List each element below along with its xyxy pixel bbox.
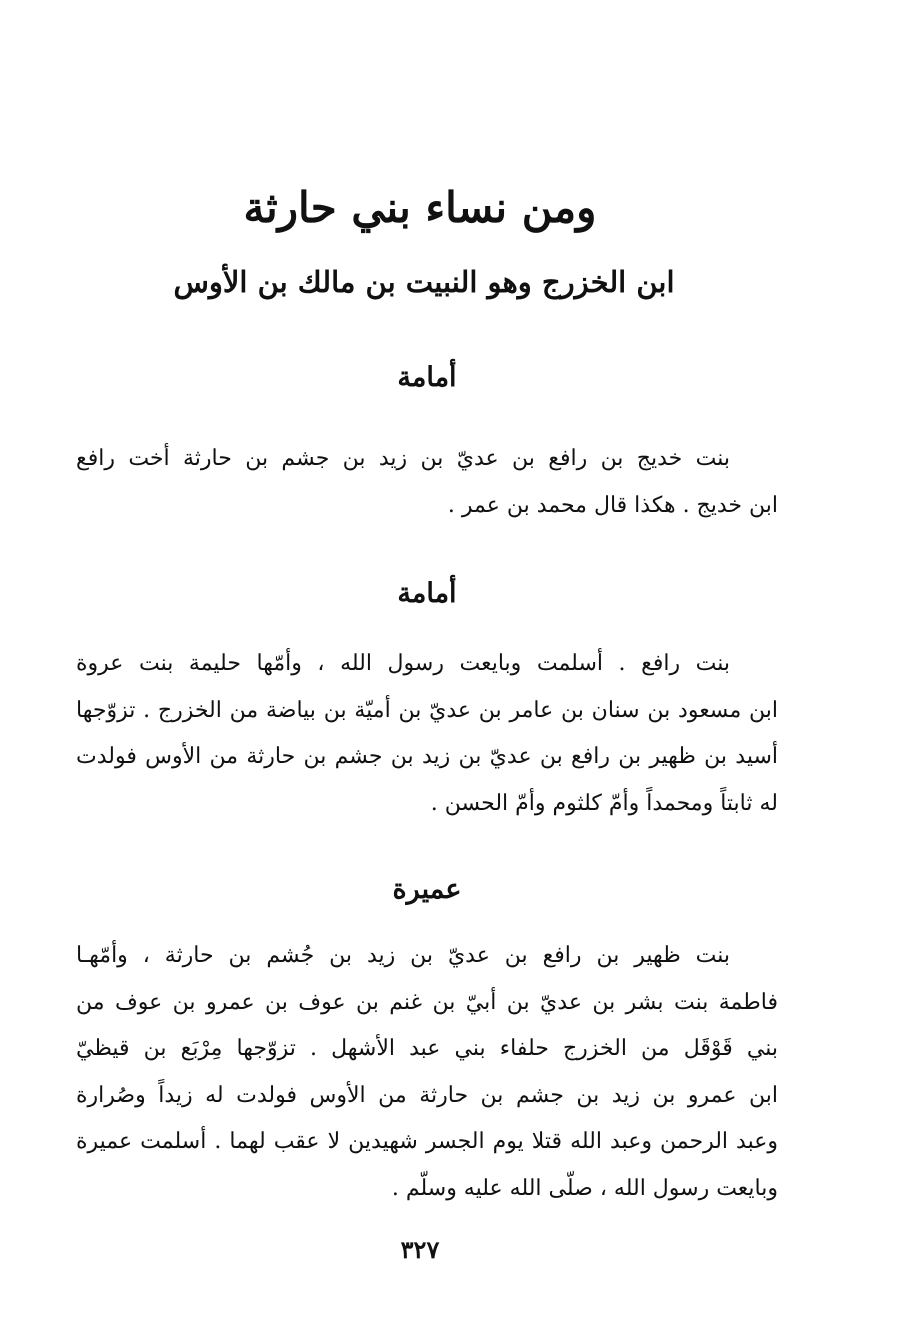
paragraph-line: له ثابتاً ومحمداً وأمّ كلثوم وأمّ الحسن .	[430, 790, 778, 816]
paragraph-line: ابن مسعود بن سنان بن عامر بن عديّ بن أميّة بن بياضة من الخزرج . تزوّجها	[76, 697, 778, 723]
page-title: ومن نساء بني حارثة	[243, 183, 597, 232]
paragraph-line: أسيد بن ظهير بن رافع بن عديّ بن زيد بن جشم بن حارثة من الأوس فولدت	[76, 744, 778, 769]
page-number: ٣٢٧	[400, 1235, 440, 1264]
paragraph-line: بنت رافع . أسلمت وبايعت رسول الله ، وأمّها حليمة بنت عروة	[76, 651, 730, 676]
paragraph-line: وبايعت رسول الله ، صلّى الله عليه وسلّم .	[391, 1175, 778, 1201]
paragraph-line: ابن عمرو بن زيد بن جشم بن حارثة من الأوس فولدت له زيداً وصُرارة	[76, 1082, 778, 1108]
section-paragraph-1	[76, 436, 778, 529]
paragraph-line: ابن خديج . هكذا قال محمد بن عمر .	[447, 492, 778, 518]
paragraph-line: فاطمة بنت بشر بن عديّ بن أبيّ بن غنم بن عوف بن عمرو بن عوف من	[76, 989, 778, 1015]
section-paragraph-3	[76, 933, 778, 1212]
paragraph-line: وعبد الرحمن وعبد الله قتلا يوم الجسر شهيدين لا عقب لهما . أسلمت عميرة	[76, 1129, 778, 1154]
page-subtitle: ابن الخزرج وهو النبيت بن مالك بن الأوس	[173, 265, 675, 299]
paragraph-line: بنت ظهير بن رافع بن عديّ بن زيد بن جُشم بن حارثة ، وأمّهـا	[76, 943, 730, 968]
section-heading-3: عميرة	[392, 874, 462, 905]
section-heading-1: أمامة	[397, 362, 457, 393]
paragraph-line: بني قَوْقَل من الخزرج حلفاء بني عبد الأشهل . تزوّجها مِرْبَع بن قيظيّ	[76, 1036, 778, 1061]
section-paragraph-2	[76, 641, 778, 827]
section-heading-2: أمامة	[397, 578, 457, 609]
paragraph-line: بنت خديج بن رافع بن عديّ بن زيد بن جشم بن حارثة أخت رافع	[76, 446, 730, 471]
